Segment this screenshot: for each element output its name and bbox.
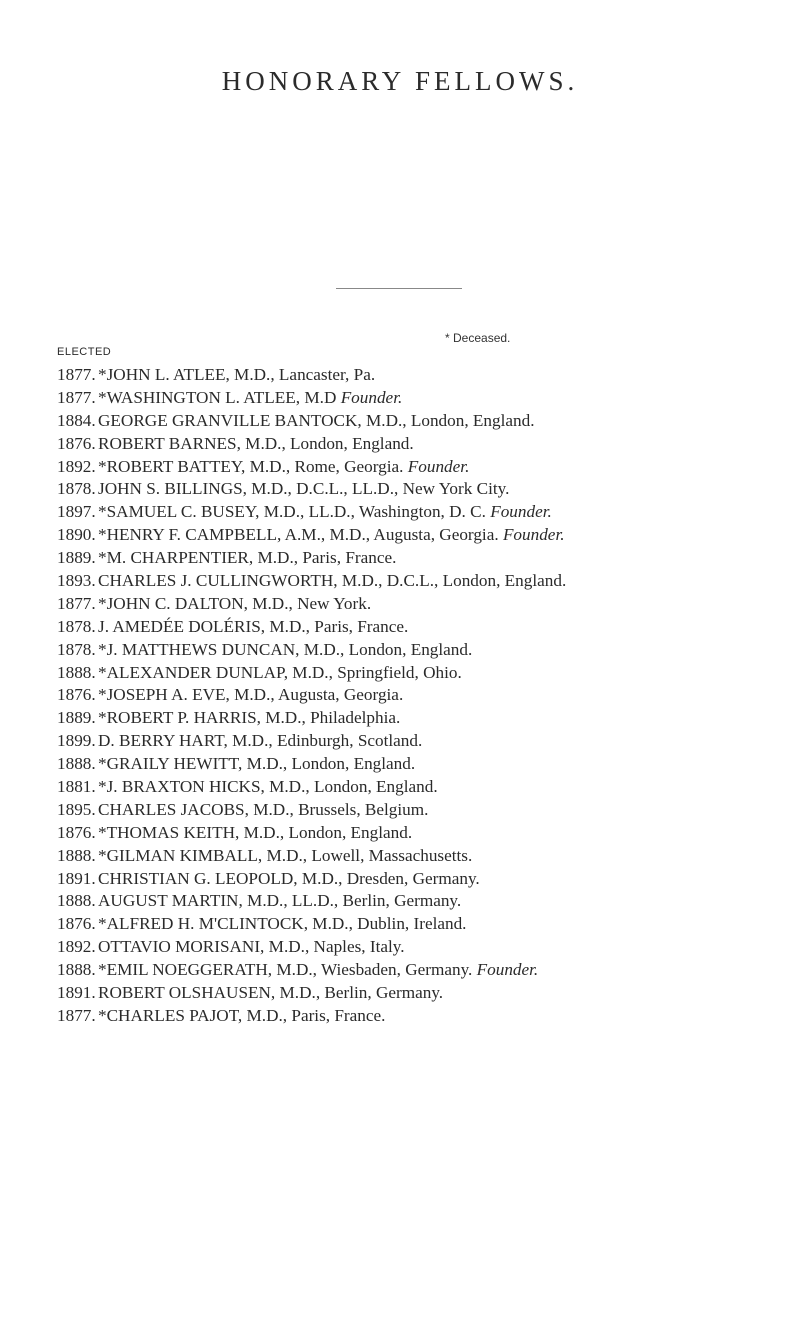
- fellow-entry: [57, 684, 797, 707]
- election-year: 1877.: [57, 387, 96, 407]
- fellow-entry: [57, 456, 797, 479]
- election-year: 1895.: [57, 799, 96, 819]
- fellow-name: CHRISTIAN G. LEOPOLD, M.D., Dresden, Germany.: [98, 868, 480, 888]
- fellow-entry: [57, 845, 797, 868]
- election-year: 1876.: [57, 685, 96, 705]
- election-year: 1892.: [57, 456, 96, 476]
- fellow-name: *HENRY F. CAMPBELL, A.M., M.D., Augusta, Georgia.: [98, 525, 503, 545]
- page-title: HONORARY FELLOWS.: [221, 66, 579, 96]
- election-year: 1877.: [57, 593, 96, 613]
- election-year: 1892.: [57, 937, 96, 957]
- fellow-entry: [57, 433, 797, 456]
- fellow-entry: [57, 524, 797, 547]
- fellow-name: CHARLES JACOBS, M.D., Brussels, Belgium.: [98, 799, 429, 819]
- fellow-name: *ROBERT P. HARRIS, M.D., Philadelphia.: [98, 708, 401, 728]
- fellow-name: *WASHINGTON L. ATLEE, M.D: [98, 387, 341, 407]
- fellow-entry: [57, 868, 797, 891]
- election-year: 1888.: [57, 960, 96, 980]
- election-year: 1889.: [57, 708, 96, 728]
- fellow-entry: [57, 959, 797, 982]
- fellow-entry: [57, 570, 797, 593]
- fellow-entry: [57, 501, 797, 524]
- election-year: 1888.: [57, 754, 96, 774]
- election-year: 1877.: [57, 365, 96, 384]
- election-year: 1897.: [57, 502, 96, 522]
- title-divider: [336, 288, 462, 289]
- fellow-entry: [57, 662, 797, 685]
- fellow-name: *ROBERT BATTEY, M.D., Rome, Georgia.: [98, 456, 408, 476]
- fellow-entry: [57, 982, 797, 1005]
- founder-tag: Founder.: [340, 387, 403, 407]
- election-year: 1889.: [57, 548, 96, 568]
- fellow-name: *ALFRED H. M'CLINTOCK, M.D., Dublin, Ireland.: [98, 914, 467, 934]
- election-year: 1881.: [57, 777, 96, 797]
- fellow-name: *ALEXANDER DUNLAP, M.D., Springfield, Ohio.: [98, 662, 462, 682]
- fellow-name: ROBERT BARNES, M.D., London, England.: [98, 433, 414, 453]
- election-year: 1876.: [57, 433, 96, 453]
- fellow-entry: [57, 1005, 797, 1028]
- election-year: 1878.: [57, 479, 96, 499]
- fellows-list: [57, 364, 797, 1028]
- fellow-name: *GILMAN KIMBALL, M.D., Lowell, Massachusetts.: [98, 845, 473, 865]
- fellow-entry: [57, 936, 797, 959]
- fellow-name: *GRAILY HEWITT, M.D., London, England.: [98, 754, 416, 774]
- fellow-name: *SAMUEL C. BUSEY, M.D., LL.D., Washington, D. C.: [98, 502, 491, 522]
- fellow-name: *JOHN L. ATLEE, M.D., Lancaster, Pa.: [98, 365, 376, 384]
- fellow-entry: [57, 730, 797, 753]
- fellow-name: D. BERRY HART, M.D., Edinburgh, Scotland.: [98, 731, 423, 751]
- election-year: 1876.: [57, 822, 96, 842]
- fellow-name: *JOSEPH A. EVE, M.D., Augusta, Georgia.: [98, 685, 404, 705]
- fellow-name: *EMIL NOEGGERATH, M.D., Wiesbaden, Germany.: [98, 960, 477, 980]
- election-year: 1888.: [57, 891, 96, 911]
- fellow-name: OTTAVIO MORISANI, M.D., Naples, Italy.: [98, 937, 405, 957]
- fellow-entry: [57, 913, 797, 936]
- fellow-entry: [57, 593, 797, 616]
- fellow-name: *CHARLES PAJOT, M.D., Paris, France.: [98, 1005, 386, 1025]
- founder-tag: Founder.: [407, 456, 470, 476]
- fellow-name: J. AMEDÉE DOLÉRIS, M.D., Paris, France.: [98, 616, 409, 636]
- fellow-entry: [57, 639, 797, 662]
- fellow-entry: [57, 776, 797, 799]
- election-year: 1888.: [57, 845, 96, 865]
- fellow-entry: [57, 410, 797, 433]
- fellow-entry: [57, 822, 797, 845]
- fellow-name: *J. MATTHEWS DUNCAN, M.D., London, England.: [98, 639, 473, 659]
- fellow-entry: [57, 707, 797, 730]
- fellow-name: *M. CHARPENTIER, M.D., Paris, France.: [98, 548, 397, 568]
- fellow-name: *THOMAS KEITH, M.D., London, England.: [98, 822, 413, 842]
- elected-column-label: ELECTED: [57, 346, 112, 358]
- election-year: 1877.: [57, 1005, 96, 1025]
- fellow-entry: [57, 753, 797, 776]
- fellow-name: CHARLES J. CULLINGWORTH, M.D., D.C.L., London, England.: [98, 571, 567, 591]
- founder-tag: Founder.: [476, 960, 539, 980]
- election-year: 1884.: [57, 410, 96, 430]
- fellow-name: JOHN S. BILLINGS, M.D., D.C.L., LL.D., New York City.: [98, 479, 510, 499]
- election-year: 1876.: [57, 914, 96, 934]
- election-year: 1893.: [57, 571, 96, 591]
- election-year: 1888.: [57, 662, 96, 682]
- election-year: 1891.: [57, 983, 96, 1003]
- election-year: 1891.: [57, 868, 96, 888]
- fellow-entry: [57, 387, 797, 410]
- fellow-entry: [57, 799, 797, 822]
- fellow-name: GEORGE GRANVILLE BANTOCK, M.D., London, England.: [98, 410, 535, 430]
- founder-tag: Founder.: [502, 525, 565, 545]
- fellow-entry: [57, 890, 797, 913]
- election-year: 1878.: [57, 616, 96, 636]
- election-year: 1899.: [57, 731, 96, 751]
- fellow-entry: [57, 364, 797, 387]
- election-year: 1890.: [57, 525, 96, 545]
- founder-tag: Founder.: [490, 502, 552, 522]
- election-year: 1878.: [57, 639, 96, 659]
- fellow-entry: [57, 547, 797, 570]
- fellow-entry: [57, 478, 797, 501]
- fellow-name: *J. BRAXTON HICKS, M.D., London, England.: [98, 777, 438, 797]
- deceased-note: * Deceased.: [445, 331, 511, 345]
- fellow-name: ROBERT OLSHAUSEN, M.D., Berlin, Germany.: [98, 983, 444, 1003]
- fellow-entry: [57, 616, 797, 639]
- fellow-name: AUGUST MARTIN, M.D., LL.D., Berlin, Germany.: [98, 891, 462, 911]
- fellow-name: *JOHN C. DALTON, M.D., New York.: [98, 593, 372, 613]
